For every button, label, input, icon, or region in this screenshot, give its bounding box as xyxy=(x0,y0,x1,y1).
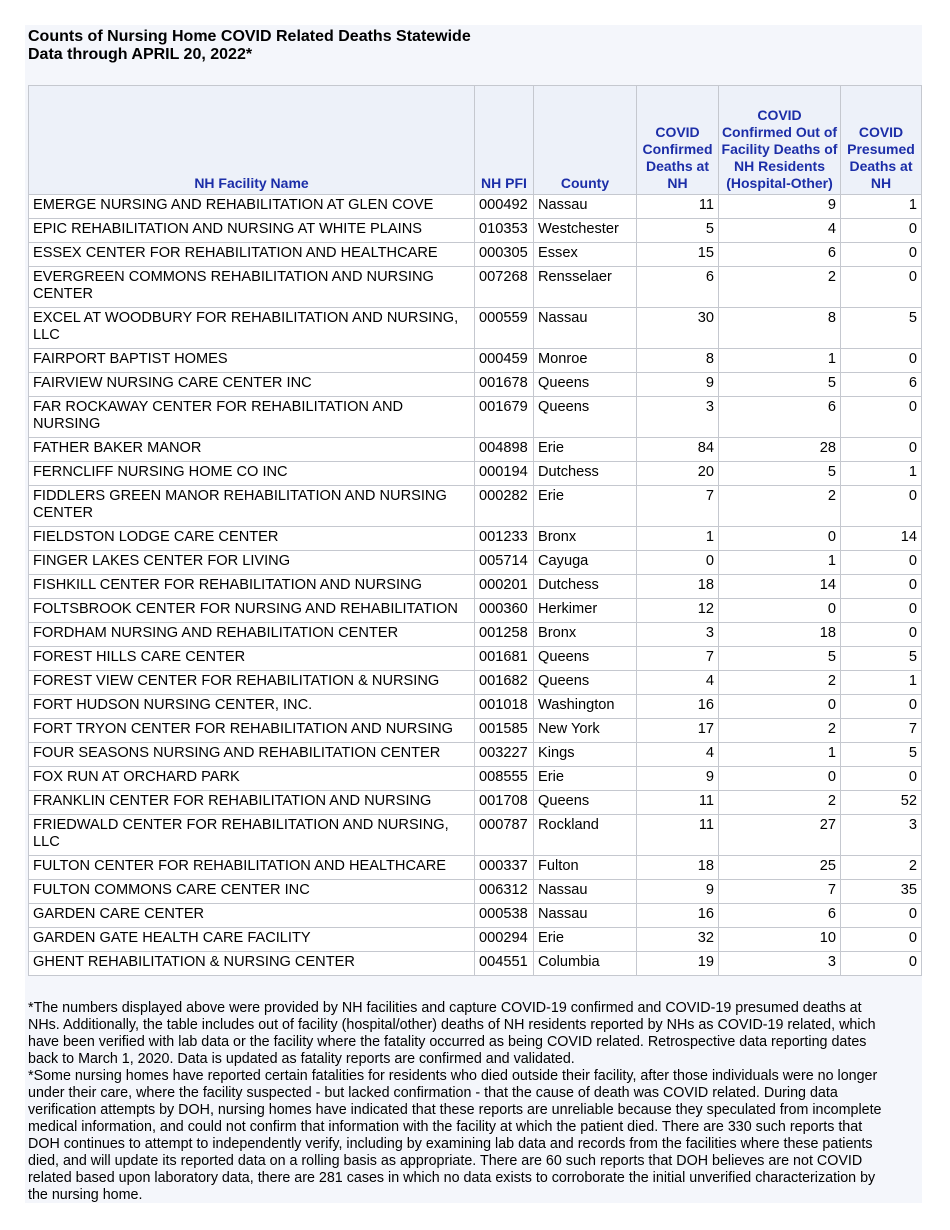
cell-facility-name: EVERGREEN COMMONS REHABILITATION AND NURSING CENTER xyxy=(29,267,475,308)
table-row xyxy=(29,397,922,438)
cell-out-of-facility-deaths: 0 xyxy=(719,767,841,791)
cell-confirmed-deaths: 30 xyxy=(637,308,719,349)
cell-county: Rockland xyxy=(534,815,637,856)
cell-confirmed-deaths: 20 xyxy=(637,462,719,486)
cell-confirmed-deaths: 9 xyxy=(637,767,719,791)
table-row xyxy=(29,195,922,219)
cell-facility-name: FIELDSTON LODGE CARE CENTER xyxy=(29,527,475,551)
cell-out-of-facility-deaths: 27 xyxy=(719,815,841,856)
cell-confirmed-deaths: 16 xyxy=(637,695,719,719)
cell-facility-name: EMERGE NURSING AND REHABILITATION AT GLEN COVE xyxy=(29,195,475,219)
cell-confirmed-deaths: 9 xyxy=(637,373,719,397)
table-row xyxy=(29,671,922,695)
cell-presumed-deaths: 0 xyxy=(841,486,922,527)
cell-confirmed-deaths: 4 xyxy=(637,743,719,767)
header-facility-name: NH Facility Name xyxy=(29,86,475,195)
cell-presumed-deaths: 0 xyxy=(841,397,922,438)
cell-presumed-deaths: 0 xyxy=(841,767,922,791)
cell-nh-pfi: 001258 xyxy=(475,623,534,647)
cell-presumed-deaths: 52 xyxy=(841,791,922,815)
cell-out-of-facility-deaths: 28 xyxy=(719,438,841,462)
cell-out-of-facility-deaths: 3 xyxy=(719,952,841,976)
table-row xyxy=(29,880,922,904)
table-body xyxy=(29,195,922,976)
cell-facility-name: FRIEDWALD CENTER FOR REHABILITATION AND NURSING, LLC xyxy=(29,815,475,856)
cell-confirmed-deaths: 84 xyxy=(637,438,719,462)
cell-out-of-facility-deaths: 2 xyxy=(719,719,841,743)
cell-confirmed-deaths: 9 xyxy=(637,880,719,904)
cell-nh-pfi: 003227 xyxy=(475,743,534,767)
cell-confirmed-deaths: 4 xyxy=(637,671,719,695)
cell-nh-pfi: 005714 xyxy=(475,551,534,575)
table-row xyxy=(29,743,922,767)
table-row xyxy=(29,767,922,791)
cell-facility-name: FOX RUN AT ORCHARD PARK xyxy=(29,767,475,791)
cell-confirmed-deaths: 11 xyxy=(637,791,719,815)
cell-presumed-deaths: 35 xyxy=(841,880,922,904)
cell-confirmed-deaths: 15 xyxy=(637,243,719,267)
cell-confirmed-deaths: 7 xyxy=(637,647,719,671)
table-row xyxy=(29,599,922,623)
cell-out-of-facility-deaths: 1 xyxy=(719,551,841,575)
cell-county: Dutchess xyxy=(534,575,637,599)
cell-county: Kings xyxy=(534,743,637,767)
cell-county: Westchester xyxy=(534,219,637,243)
cell-confirmed-deaths: 8 xyxy=(637,349,719,373)
cell-nh-pfi: 006312 xyxy=(475,880,534,904)
cell-nh-pfi: 000360 xyxy=(475,599,534,623)
cell-confirmed-deaths: 7 xyxy=(637,486,719,527)
cell-out-of-facility-deaths: 8 xyxy=(719,308,841,349)
cell-out-of-facility-deaths: 0 xyxy=(719,599,841,623)
table-row xyxy=(29,551,922,575)
cell-presumed-deaths: 0 xyxy=(841,349,922,373)
cell-county: Queens xyxy=(534,373,637,397)
cell-out-of-facility-deaths: 25 xyxy=(719,856,841,880)
cell-facility-name: ESSEX CENTER FOR REHABILITATION AND HEALTHCARE xyxy=(29,243,475,267)
cell-facility-name: EXCEL AT WOODBURY FOR REHABILITATION AND NURSING, LLC xyxy=(29,308,475,349)
cell-confirmed-deaths: 17 xyxy=(637,719,719,743)
table-row xyxy=(29,719,922,743)
cell-facility-name: FRANKLIN CENTER FOR REHABILITATION AND NURSING xyxy=(29,791,475,815)
cell-nh-pfi: 000294 xyxy=(475,928,534,952)
cell-out-of-facility-deaths: 2 xyxy=(719,671,841,695)
table-row xyxy=(29,438,922,462)
cell-confirmed-deaths: 3 xyxy=(637,397,719,438)
table-row xyxy=(29,219,922,243)
cell-county: Erie xyxy=(534,928,637,952)
cell-presumed-deaths: 1 xyxy=(841,671,922,695)
report-title-line-1: Counts of Nursing Home COVID Related Deaths Statewide xyxy=(28,28,471,45)
report-page xyxy=(25,25,922,1203)
cell-presumed-deaths: 1 xyxy=(841,195,922,219)
cell-out-of-facility-deaths: 5 xyxy=(719,373,841,397)
table-row xyxy=(29,952,922,976)
cell-presumed-deaths: 0 xyxy=(841,695,922,719)
table-row xyxy=(29,575,922,599)
cell-presumed-deaths: 0 xyxy=(841,438,922,462)
cell-facility-name: FORDHAM NURSING AND REHABILITATION CENTER xyxy=(29,623,475,647)
table-row xyxy=(29,647,922,671)
cell-nh-pfi: 000492 xyxy=(475,195,534,219)
cell-out-of-facility-deaths: 6 xyxy=(719,904,841,928)
cell-out-of-facility-deaths: 0 xyxy=(719,695,841,719)
cell-county: Cayuga xyxy=(534,551,637,575)
cell-nh-pfi: 000201 xyxy=(475,575,534,599)
cell-out-of-facility-deaths: 0 xyxy=(719,527,841,551)
cell-presumed-deaths: 0 xyxy=(841,219,922,243)
cell-facility-name: FOREST HILLS CARE CENTER xyxy=(29,647,475,671)
cell-facility-name: FAR ROCKAWAY CENTER FOR REHABILITATION AND NURSING xyxy=(29,397,475,438)
cell-county: Nassau xyxy=(534,195,637,219)
table-row xyxy=(29,267,922,308)
table-row xyxy=(29,928,922,952)
cell-facility-name: GARDEN GATE HEALTH CARE FACILITY xyxy=(29,928,475,952)
footnote-2: *Some nursing homes have reported certain fatalities for residents who died outside their facility, after those individuals were no longer under their care, where the facility suspected - but lacked confirmation - that the cause of death was COVID related. During data verification attempts by DOH, nursing homes have indicated that these reports are unreliable because they speculated from incomplete medical information, and could not confirm that information with the facility at which the patient died. There are 330 such reports that DOH continues to attempt to independently verify, including by examining lab data and records from the facilities where these patients died, and will update its reported data on a rolling basis as appropriate. There are 60 such reports that DOH believes are not COVID related based upon laboratory data, there are 281 cases in which no data exists to corroborate the initial unverified characterization by the nursing home. xyxy=(28,1068,882,1203)
cell-presumed-deaths: 1 xyxy=(841,462,922,486)
cell-nh-pfi: 001682 xyxy=(475,671,534,695)
cell-confirmed-deaths: 0 xyxy=(637,551,719,575)
cell-nh-pfi: 001679 xyxy=(475,397,534,438)
table-row xyxy=(29,462,922,486)
cell-confirmed-deaths: 1 xyxy=(637,527,719,551)
cell-confirmed-deaths: 12 xyxy=(637,599,719,623)
cell-presumed-deaths: 0 xyxy=(841,599,922,623)
cell-county: Washington xyxy=(534,695,637,719)
cell-presumed-deaths: 3 xyxy=(841,815,922,856)
cell-presumed-deaths: 6 xyxy=(841,373,922,397)
cell-presumed-deaths: 0 xyxy=(841,904,922,928)
cell-out-of-facility-deaths: 6 xyxy=(719,243,841,267)
cell-facility-name: EPIC REHABILITATION AND NURSING AT WHITE PLAINS xyxy=(29,219,475,243)
table-row xyxy=(29,308,922,349)
cell-confirmed-deaths: 32 xyxy=(637,928,719,952)
cell-presumed-deaths: 0 xyxy=(841,623,922,647)
cell-out-of-facility-deaths: 10 xyxy=(719,928,841,952)
cell-presumed-deaths: 7 xyxy=(841,719,922,743)
cell-county: Erie xyxy=(534,486,637,527)
cell-facility-name: FISHKILL CENTER FOR REHABILITATION AND NURSING xyxy=(29,575,475,599)
cell-presumed-deaths: 0 xyxy=(841,243,922,267)
table-row xyxy=(29,815,922,856)
cell-out-of-facility-deaths: 2 xyxy=(719,486,841,527)
cell-out-of-facility-deaths: 6 xyxy=(719,397,841,438)
table-row xyxy=(29,623,922,647)
cell-presumed-deaths: 5 xyxy=(841,743,922,767)
cell-nh-pfi: 000459 xyxy=(475,349,534,373)
cell-nh-pfi: 004898 xyxy=(475,438,534,462)
cell-facility-name: FULTON COMMONS CARE CENTER INC xyxy=(29,880,475,904)
cell-county: Herkimer xyxy=(534,599,637,623)
cell-nh-pfi: 007268 xyxy=(475,267,534,308)
header-presumed-deaths: COVID Presumed Deaths at NH xyxy=(841,86,922,195)
cell-confirmed-deaths: 5 xyxy=(637,219,719,243)
cell-county: Nassau xyxy=(534,308,637,349)
cell-nh-pfi: 001585 xyxy=(475,719,534,743)
report-title xyxy=(28,28,908,64)
cell-confirmed-deaths: 18 xyxy=(637,575,719,599)
table-row xyxy=(29,791,922,815)
cell-presumed-deaths: 5 xyxy=(841,308,922,349)
cell-out-of-facility-deaths: 5 xyxy=(719,462,841,486)
cell-confirmed-deaths: 6 xyxy=(637,267,719,308)
header-out-of-facility-deaths: COVID Confirmed Out of Facility Deaths of NH Residents (Hospital-Other) xyxy=(719,86,841,195)
cell-presumed-deaths: 2 xyxy=(841,856,922,880)
cell-county: Nassau xyxy=(534,904,637,928)
cell-out-of-facility-deaths: 7 xyxy=(719,880,841,904)
report-title-line-2: Data through APRIL 20, 2022* xyxy=(28,46,253,63)
cell-out-of-facility-deaths: 1 xyxy=(719,743,841,767)
cell-out-of-facility-deaths: 18 xyxy=(719,623,841,647)
table-row xyxy=(29,527,922,551)
cell-out-of-facility-deaths: 5 xyxy=(719,647,841,671)
cell-nh-pfi: 000538 xyxy=(475,904,534,928)
cell-out-of-facility-deaths: 2 xyxy=(719,267,841,308)
cell-presumed-deaths: 0 xyxy=(841,267,922,308)
cell-presumed-deaths: 0 xyxy=(841,575,922,599)
cell-nh-pfi: 000305 xyxy=(475,243,534,267)
cell-presumed-deaths: 14 xyxy=(841,527,922,551)
cell-out-of-facility-deaths: 2 xyxy=(719,791,841,815)
footnotes xyxy=(28,1000,888,1204)
cell-county: Bronx xyxy=(534,527,637,551)
cell-nh-pfi: 001018 xyxy=(475,695,534,719)
cell-facility-name: FIDDLERS GREEN MANOR REHABILITATION AND NURSING CENTER xyxy=(29,486,475,527)
cell-nh-pfi: 000337 xyxy=(475,856,534,880)
table-row xyxy=(29,904,922,928)
cell-nh-pfi: 001678 xyxy=(475,373,534,397)
nursing-home-deaths-table xyxy=(28,85,922,976)
table-header-row xyxy=(29,86,922,195)
cell-facility-name: FERNCLIFF NURSING HOME CO INC xyxy=(29,462,475,486)
cell-facility-name: GARDEN CARE CENTER xyxy=(29,904,475,928)
cell-county: Erie xyxy=(534,767,637,791)
table-row xyxy=(29,349,922,373)
table-row xyxy=(29,373,922,397)
cell-county: Queens xyxy=(534,397,637,438)
cell-out-of-facility-deaths: 1 xyxy=(719,349,841,373)
table-row xyxy=(29,486,922,527)
cell-county: Bronx xyxy=(534,623,637,647)
cell-county: New York xyxy=(534,719,637,743)
cell-nh-pfi: 010353 xyxy=(475,219,534,243)
cell-confirmed-deaths: 19 xyxy=(637,952,719,976)
cell-county: Queens xyxy=(534,671,637,695)
cell-county: Dutchess xyxy=(534,462,637,486)
cell-facility-name: FOUR SEASONS NURSING AND REHABILITATION CENTER xyxy=(29,743,475,767)
cell-nh-pfi: 000282 xyxy=(475,486,534,527)
cell-out-of-facility-deaths: 4 xyxy=(719,219,841,243)
footnote-1: *The numbers displayed above were provided by NH facilities and capture COVID-19 confirmed and COVID-19 presumed deaths at NHs. Additionally, the table includes out of facility (hospital/other) deaths of NH residents reported by NHs as COVID-19 related, which have been verified with lab data or the facility where the fatality occurred as being COVID related. Retrospective data reporting dates back to March 1, 2020. Data is updated as fatality reports are confirmed and validated. xyxy=(28,1000,876,1067)
header-nh-pfi: NH PFI xyxy=(475,86,534,195)
cell-nh-pfi: 001233 xyxy=(475,527,534,551)
cell-nh-pfi: 008555 xyxy=(475,767,534,791)
cell-county: Nassau xyxy=(534,880,637,904)
cell-presumed-deaths: 0 xyxy=(841,928,922,952)
cell-facility-name: FOLTSBROOK CENTER FOR NURSING AND REHABILITATION xyxy=(29,599,475,623)
cell-nh-pfi: 000194 xyxy=(475,462,534,486)
cell-out-of-facility-deaths: 9 xyxy=(719,195,841,219)
cell-nh-pfi: 001681 xyxy=(475,647,534,671)
cell-county: Queens xyxy=(534,647,637,671)
cell-county: Columbia xyxy=(534,952,637,976)
cell-out-of-facility-deaths: 14 xyxy=(719,575,841,599)
cell-county: Queens xyxy=(534,791,637,815)
cell-nh-pfi: 000787 xyxy=(475,815,534,856)
cell-county: Essex xyxy=(534,243,637,267)
cell-facility-name: FINGER LAKES CENTER FOR LIVING xyxy=(29,551,475,575)
table-row xyxy=(29,243,922,267)
header-confirmed-deaths: COVID Confirmed Deaths at NH xyxy=(637,86,719,195)
cell-facility-name: FAIRPORT BAPTIST HOMES xyxy=(29,349,475,373)
cell-nh-pfi: 004551 xyxy=(475,952,534,976)
cell-county: Monroe xyxy=(534,349,637,373)
cell-facility-name: FATHER BAKER MANOR xyxy=(29,438,475,462)
cell-county: Erie xyxy=(534,438,637,462)
cell-confirmed-deaths: 3 xyxy=(637,623,719,647)
cell-nh-pfi: 000559 xyxy=(475,308,534,349)
cell-nh-pfi: 001708 xyxy=(475,791,534,815)
cell-facility-name: FAIRVIEW NURSING CARE CENTER INC xyxy=(29,373,475,397)
cell-confirmed-deaths: 16 xyxy=(637,904,719,928)
cell-facility-name: FOREST VIEW CENTER FOR REHABILITATION & NURSING xyxy=(29,671,475,695)
cell-confirmed-deaths: 18 xyxy=(637,856,719,880)
cell-facility-name: GHENT REHABILITATION & NURSING CENTER xyxy=(29,952,475,976)
cell-confirmed-deaths: 11 xyxy=(637,195,719,219)
cell-facility-name: FORT TRYON CENTER FOR REHABILITATION AND NURSING xyxy=(29,719,475,743)
cell-facility-name: FORT HUDSON NURSING CENTER, INC. xyxy=(29,695,475,719)
cell-county: Fulton xyxy=(534,856,637,880)
cell-presumed-deaths: 0 xyxy=(841,551,922,575)
cell-county: Rensselaer xyxy=(534,267,637,308)
table-row xyxy=(29,856,922,880)
cell-presumed-deaths: 0 xyxy=(841,952,922,976)
cell-facility-name: FULTON CENTER FOR REHABILITATION AND HEALTHCARE xyxy=(29,856,475,880)
cell-presumed-deaths: 5 xyxy=(841,647,922,671)
header-county: County xyxy=(534,86,637,195)
table-row xyxy=(29,695,922,719)
cell-confirmed-deaths: 11 xyxy=(637,815,719,856)
